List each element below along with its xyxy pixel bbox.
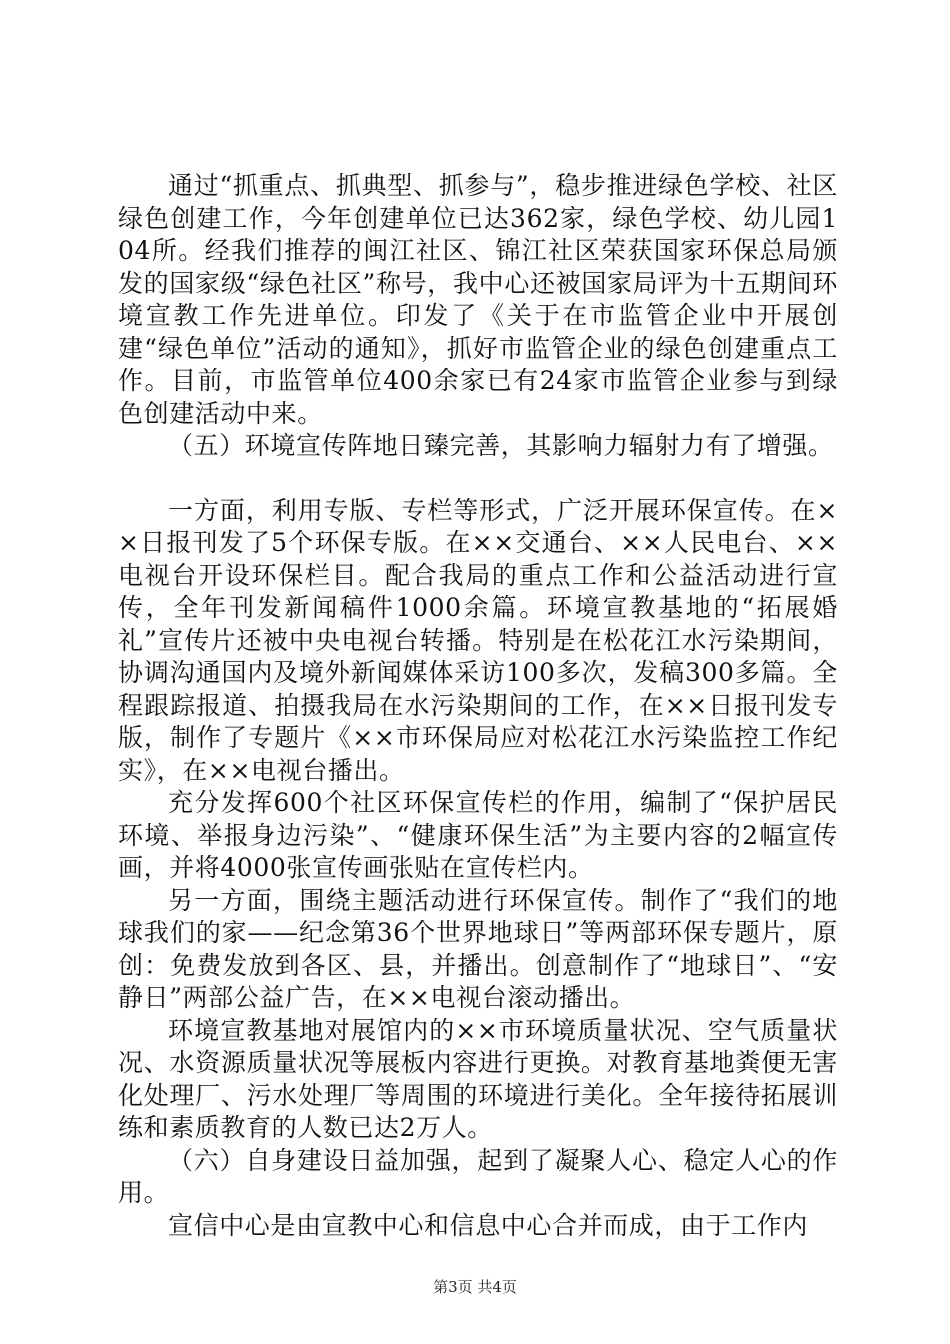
paragraph-theme-activities: 另一方面，围绕主题活动进行环保宣传。制作了“我们的地球我们的家——纪念第36个世界地球日”等两部环保专题片，原创：免费发放到各区、县，并播出。创意制作了“地球日”、“安静日”两部公益广告，在××电视台滚动播出。: [118, 885, 838, 1012]
paragraph-media-promotion: 一方面，利用专版、专栏等形式，广泛开展环保宣传。在××日报刊发了5个环保专版。在××交通台、××人民电台、××电视台开设环保栏目。配合我局的重点工作和公益活动进行宣传，全年刊发新闻稿件1000余篇。环境宣教基地的“拓展婚礼”宣传片还被中央电视台转播。特别是在松花江水污染期间，协调沟通国内及境外新闻媒体采访100多次，发稿300多篇。全程跟踪报道、拍摄我局在水污染期间的工作，在××日报刊发专版，制作了专题片《××市环保局应对松花江水污染监控工作纪实》，在××电视台播出。: [118, 495, 838, 785]
section-heading-6: （六）自身建设日益加强，起到了凝聚人心、稳定人心的作用。: [118, 1145, 838, 1207]
paragraph-community-boards: 充分发挥600个社区环保宣传栏的作用，编制了“保护居民环境、举报身边污染”、“健康环保生活”为主要内容的2幅宣传画，并将4000张宣传画张贴在宣传栏内。: [118, 788, 838, 882]
page-footer: 第3页 共4页: [433, 1278, 517, 1296]
paragraph-education-base: 环境宣教基地对展馆内的××市环境质量状况、空气质量状况、水资源质量状况等展板内容进行更换。对教育基地粪便无害化处理厂、污水处理厂等周围的环境进行美化。全年接待拓展训练和素质教育的人数已达2万人。: [118, 1015, 838, 1142]
paragraph-green-creation: 通过“抓重点、抓典型、抓参与”，稳步推进绿色学校、社区绿色创建工作，今年创建单位已达362家，绿色学校、幼儿园104所。经我们推荐的闽江社区、锦江社区荣获国家环保总局颁发的国家级“绿色社区”称号，我中心还被国家局评为十五期间环境宣教工作先进单位。印发了《关于在市监管企业中开展创建“绿色单位”活动的通知》，抓好市监管企业的绿色创建重点工作。目前，市监管单位400余家已有24家市监管企业参与到绿色创建活动中来。: [118, 171, 838, 428]
section-heading-5: （五）环境宣传阵地日臻完善，其影响力辐射力有了增强。: [168, 431, 834, 460]
document-body: [118, 170, 838, 1242]
paragraph-center-merger: 宣信中心是由宣教中心和信息中心合并而成，由于工作内: [168, 1210, 809, 1240]
